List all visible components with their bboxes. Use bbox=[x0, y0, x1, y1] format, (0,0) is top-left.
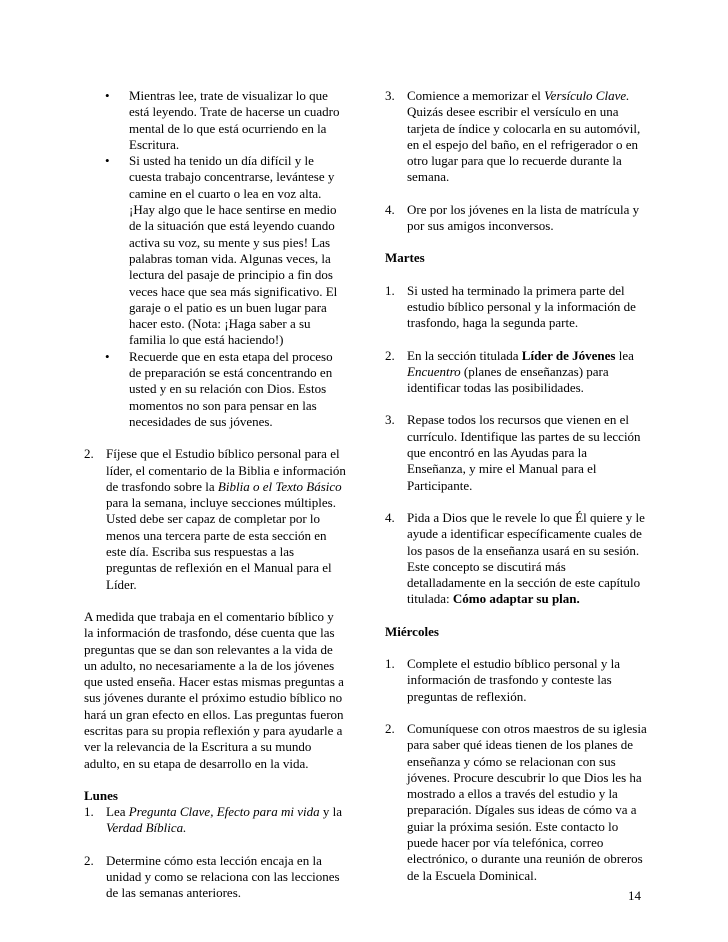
martes-item-3: 3. Repase todos los recursos que vienen en el currículo. Identifique las partes de su lección que encontró en las Ayudas para la Enseñanza, y mire el Manual para el Participante. bbox=[385, 412, 641, 493]
body-paragraph: A medida que trabaja en el comentario bíblico y la información de trasfondo, dése cuenta que las preguntas que se dan son relevantes a la vida de un adulto, no necesariamente a la de los jóvenes que usted enseña. Hacer estas mismas preguntas a sus jóvenes durante el próximo estudio bíblico no hará un gran efecto en ellos. Las preguntas fueron escritas para su propia reflexión y para ayudarle a ver la relevancia de la Escritura a su mundo adulto, en su etapa de desarrollo en la vida. bbox=[84, 608, 344, 771]
lunes-item-2: 2. Determine cómo esta lección encaja en la unidad y como se relaciona con las lecciones de las semanas anteriores. bbox=[84, 852, 340, 901]
numbered-item-2: 2. Fíjese que el Estudio bíblico personal para el líder, el comentario de la Biblia e información de trasfondo sobre la Biblia o el Texto Básico para la semana, incluye secciones múltiples. Usted debe ser capaz de completar por lo menos una tercera parte de esta sección en este día. Escriba sus respuestas a las preguntas de reflexión en el Manual para el Líder. bbox=[84, 446, 346, 592]
miercoles-item-1: 1. Complete el estudio bíblico personal y la información de trasfondo y conteste las preguntas de reflexión. bbox=[385, 656, 621, 704]
heading-lunes: Lunes bbox=[84, 787, 118, 803]
martes-item-1: 1. Si usted ha terminado la primera parte del estudio bíblico personal y la información de trasfondo, haga la segunda parte. bbox=[385, 282, 636, 331]
martes-item-4: 4. Pida a Dios que le revele lo que Él quiere y le ayude a identificar específicamente cuales de los pasos de la enseñanza usará en su sesión. Este concepto se discutirá más detalladamente en la sección de este capítulo titulada: Cómo adaptar su plan. bbox=[385, 509, 645, 607]
martes-item-2: 2. En la sección titulada Líder de Jóvenes lea Encuentro (planes de enseñanzas) para identificar todas las posibilidades. bbox=[385, 347, 634, 396]
bullet-dot-icon: • bbox=[105, 348, 110, 364]
left-column bbox=[84, 88, 346, 902]
lunes-item-1: 1. Lea Pregunta Clave, Efecto para mi vida y la Verdad Bíblica. bbox=[84, 804, 342, 836]
heading-miercoles: Miércoles bbox=[385, 623, 439, 639]
bullet-item: • Recuerde que en esta etapa del proceso de preparación se está concentrando en usted y en su relación con Dios. Estos momentos no son para pensar en las necesidades de sus jóvenes. bbox=[105, 348, 333, 429]
bullet-dot-icon: • bbox=[105, 88, 110, 103]
numbered-item-3: 3. Comience a memorizar el Versículo Clave. Quizás desee escribir el versículo en una tarjeta de índice y colocarla en su automóvil, en el espejo del baño, en el refrigerador o en otro lugar para que lo recuerde durante la semana. bbox=[385, 88, 641, 185]
tips-bullet-list bbox=[84, 88, 346, 430]
heading-martes: Martes bbox=[385, 250, 425, 266]
miercoles-item-2: 2. Comuníquese con otros maestros de su iglesia para saber qué ideas tienen de los planes de enseñanza y cómo se relacionan con sus jóvenes. Procure descubrir lo que Dios les ha mostrado a ellos a través del estudio y la preparación. Dígales sus ideas de cómo va a guiar la próxima sesión. Este contacto lo puede hacer por vía telefónica, correo electrónico, o durante una reunión de obreros de la Escuela Dominical. bbox=[385, 720, 647, 883]
bullet-dot-icon: • bbox=[105, 153, 110, 169]
page-number: 14 bbox=[628, 888, 641, 903]
numbered-item-4: 4. Ore por los jóvenes en la lista de matrícula y por sus amigos inconversos. bbox=[385, 201, 640, 234]
right-column bbox=[385, 88, 647, 884]
bullet-item: • Si usted ha tenido un día difícil y le cuesta trabajo concentrarse, levántese y camine en el cuarto o lea en voz alta. ¡Hay algo que le hace sentirse en medio de la situación que está leyendo cuando activa su voz, su mente y sus pies! Las palabras toman vida. Algunas veces, la lectura del pasaje de principio a fin dos veces hace que sea más significativo. El garaje o el patio es un buen lugar para hacer esto. (Nota: ¡Haga saber a su familia lo que está haciendo!) bbox=[105, 153, 338, 348]
bullet-item: • Mientras lee, trate de visualizar lo que está leyendo. Trate de hacerse un cuadro mental de lo que está ocurriendo en la Escritura. bbox=[105, 88, 340, 152]
